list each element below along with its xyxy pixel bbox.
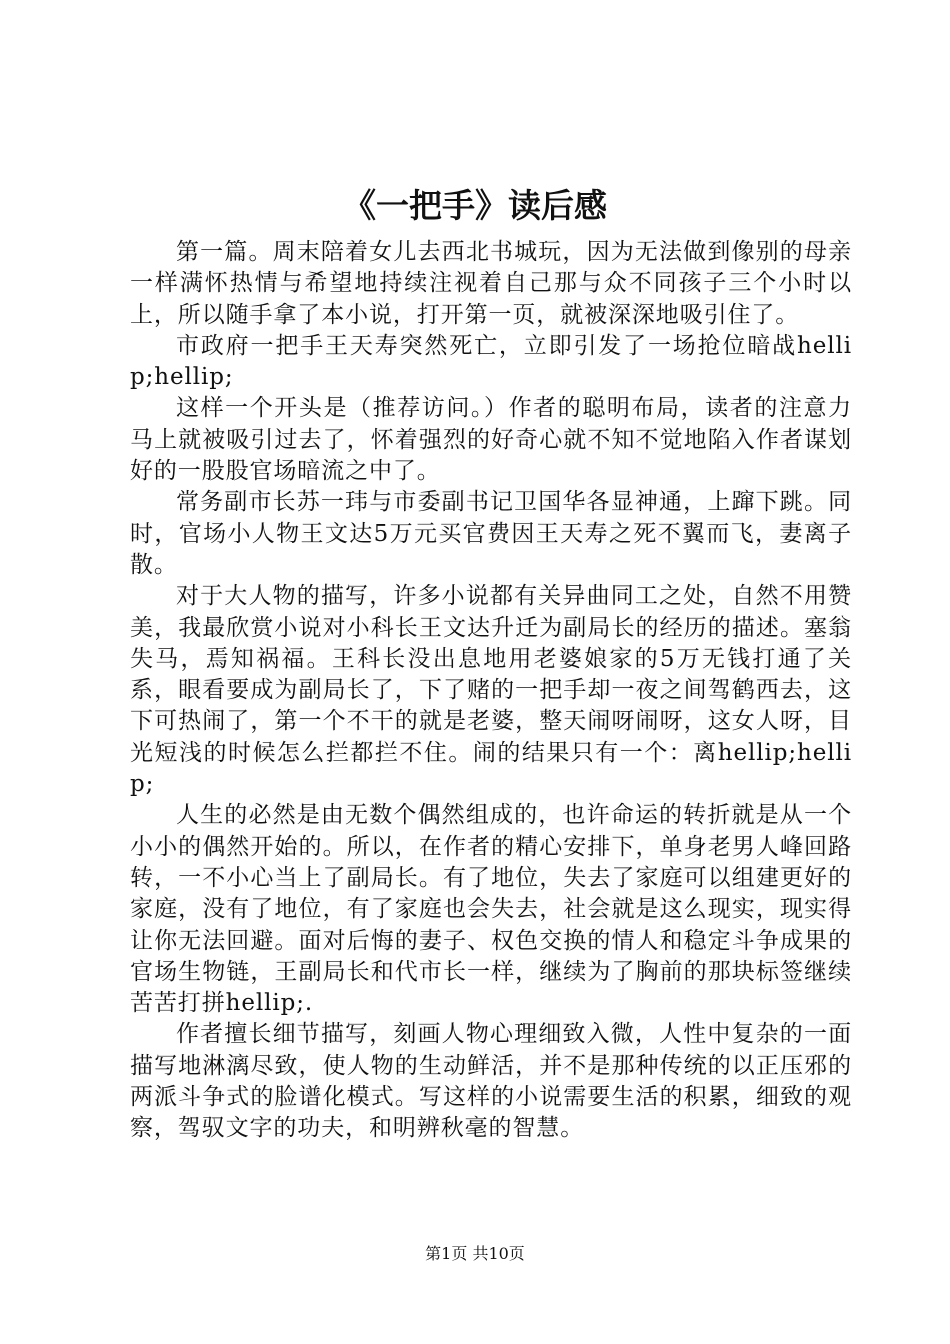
document-title: 《一把手》读后感 [343, 186, 607, 225]
page-number-footer: 第1页 共10页 [425, 1244, 525, 1263]
paragraph: 这样一个开头是（推荐访问。）作者的聪明布局，读者的注意力马上就被吸引过去了，怀着强烈的好奇心就不知不觉地陷入作者谋划好的一股股官场暗流之中了。 [130, 395, 852, 485]
paragraph: 作者擅长细节描写，刻画人物心理细致入微，人性中复杂的一面描写地淋漓尽致，使人物的生动鲜活，并不是那种传统的以正压邪的两派斗争式的脸谱化模式。写这样的小说需要生活的积累，细致的观察，驾驭文字的功夫，和明辨秋毫的智慧。 [130, 1021, 852, 1142]
paragraph: 对于大人物的描写，许多小说都有关异曲同工之处，自然不用赞美，我最欣赏小说对小科长王文达升迁为副局长的经历的描述。塞翁失马，焉知祸福。王科长没出息地用老婆娘家的5万无钱打通了关系，眼看要成为副局长了，下了赌的一把手却一夜之间驾鹤西去，这下可热闹了，第一个不干的就是老婆，整天闹呀闹呀，这女人呀，目光短浅的时候怎么拦都拦不住。闹的结果只有一个：离hellip;hellip; [130, 583, 852, 798]
paragraph: 市政府一把手王天寿突然死亡，立即引发了一场抢位暗战hellip;hellip; [130, 332, 852, 391]
paragraph: 人生的必然是由无数个偶然组成的，也许命运的转折就是从一个小小的偶然开始的。所以，在作者的精心安排下，单身老男人峰回路转，一不小心当上了副局长。有了地位，失去了家庭可以组建更好的家庭，没有了地位，有了家庭也会失去，社会就是这么现实，现实得让你无法回避。面对后悔的妻子、权色交换的情人和稳定斗争成果的官场生物链，王副局长和代市长一样，继续为了胸前的那块标签继续苦苦打拼hellip;. [130, 802, 852, 1017]
paragraph: 常务副市长苏一玮与市委副书记卫国华各显神通，上蹿下跳。同时，官场小人物王文达5万元买官费因王天寿之死不翼而飞，妻离子散。 [130, 489, 852, 578]
paragraph: 第一篇。周末陪着女儿去西北书城玩，因为无法做到像别的母亲一样满怀热情与希望地持续注视着自己那与众不同孩子三个小时以上，所以随手拿了本小说，打开第一页，就被深深地吸引住了。 [130, 239, 852, 328]
document-body [130, 237, 852, 1145]
